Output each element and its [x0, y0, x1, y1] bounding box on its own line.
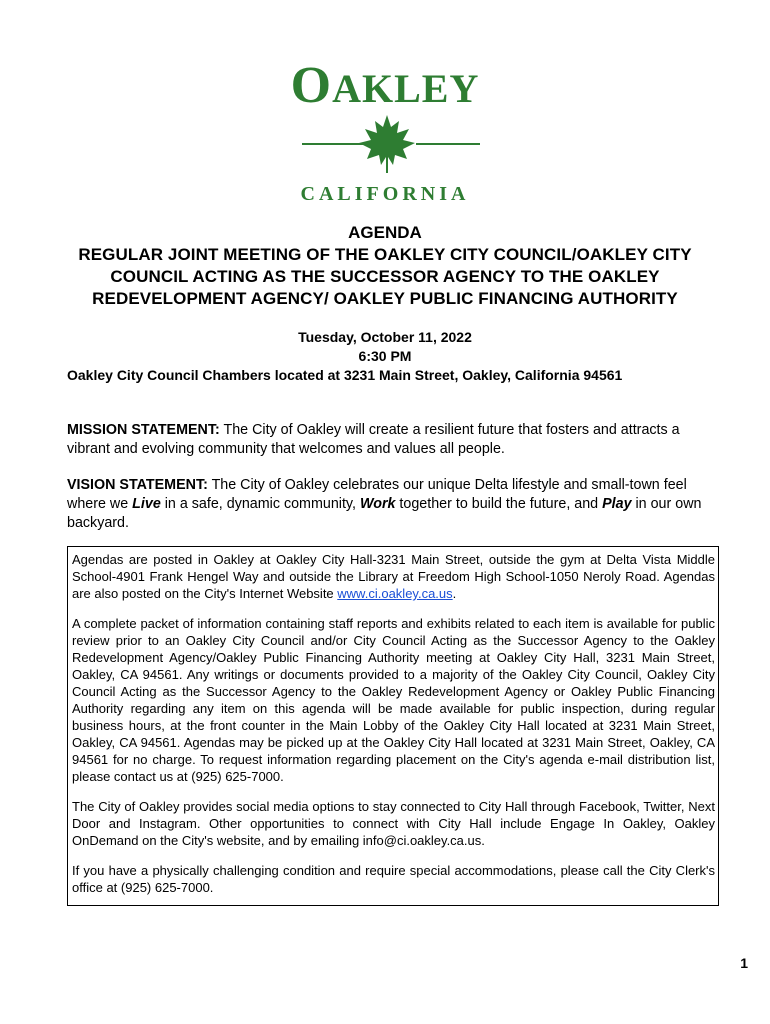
vision-text-3: together to build the future, and	[395, 496, 603, 512]
meeting-datetime	[40, 328, 730, 366]
notice-box	[67, 546, 719, 906]
logo-title	[0, 58, 770, 117]
page-number: 1	[740, 955, 748, 971]
agenda-label: AGENDA	[348, 223, 422, 242]
meeting-location: Oakley City Council Chambers located at 3231 Main Street, Oakley, California 94561	[67, 367, 623, 383]
logo-title-initial: O	[290, 57, 333, 114]
meeting-title-line-2: COUNCIL ACTING AS THE SUCCESSOR AGENCY TO THE OAKLEY	[110, 267, 660, 286]
notice-accommodations: If you have a physically challenging condition and require special accommodations, please call the City Clerk's office at (925) 625-7000.	[72, 863, 715, 895]
maple-leaf-icon	[357, 113, 417, 175]
notice-packet: A complete packet of information containing staff reports and exhibits related to each item is available for public review prior to an Oakley City Council and/or City Council Acting as the Successor Agency to the Oakley Redevelopment Agency/Oakley Public Financing Authority meeting at Oakley City Hall, 3231 Main Street, Oakley, CA 94561. Any writings or documents provided to a majority of the Oakley City Council, Oakley City Council Acting as the Successor Agency to the Oakley Redevelopment Agency or Oakley Public Financing Authority regarding any item on this agenda will be made available for public inspection, during regular business hours, at the front counter in the Main Lobby of the Oakley City Hall located at 3231 Main Street, Oakley, CA 94561. Agendas may be picked up at the Oakley City Hall located at 3231 Main Street, Oakley, CA 94561 for no charge. To request information regarding placement on the City's agenda e-mail distribution list, please contact us at (925) 625-7000.	[72, 616, 715, 784]
mission-statement	[67, 421, 723, 459]
vision-play: Play	[602, 496, 632, 512]
mission-label: MISSION STATEMENT:	[67, 422, 220, 438]
meeting-date: Tuesday, October 11, 2022	[298, 329, 472, 345]
meeting-title-line-1: REGULAR JOINT MEETING OF THE OAKLEY CITY COUNCIL/OAKLEY CITY	[78, 245, 692, 264]
logo-line-right	[416, 143, 480, 145]
notice-social-media: The City of Oakley provides social media options to stay connected to City Hall through Facebook, Twitter, Next Door and Instagram. Other opportunities to connect with City Hall include Engage In Oakley, Oakley OnDemand on the City's website, and by emailing info@ci.oakley.ca.us.	[72, 799, 715, 848]
agenda-heading	[40, 222, 730, 310]
website-link[interactable]: www.ci.oakley.ca.us	[337, 586, 453, 601]
notice-posting-text: Agendas are posted in Oakley at Oakley City Hall-3231 Main Street, outside the gym at Delta Vista Middle School-4901 Frank Hengel Way and outside the Library at Freedom High School-1050 Neroly Road. Agendas are also posted on the City's Internet Website	[72, 552, 715, 601]
vision-work: Work	[359, 496, 396, 512]
meeting-time: 6:30 PM	[358, 348, 412, 364]
logo-line-left	[302, 143, 364, 145]
vision-text-1: The City of Oakley celebrates our unique Delta lifestyle and small-town feel where we	[67, 477, 687, 512]
meeting-title-line-3: REDEVELOPMENT AGENCY/ OAKLEY PUBLIC FINANCING AUTHORITY	[92, 289, 678, 308]
notice-posting-end: .	[452, 586, 457, 601]
notice-posting	[72, 551, 715, 602]
vision-statement	[67, 476, 723, 533]
vision-text-2: in a safe, dynamic community,	[160, 496, 360, 512]
logo-subtitle: CALIFORNIA	[300, 183, 470, 205]
vision-live: Live	[132, 496, 161, 512]
logo-title-rest: AKLEY	[332, 66, 480, 111]
mission-text: The City of Oakley will create a resilient future that fosters and attracts a vibrant and evolving community that welcomes and values all people.	[67, 422, 680, 457]
vision-text-4: in our own backyard.	[67, 496, 702, 531]
vision-label: VISION STATEMENT:	[67, 477, 208, 493]
oakley-logo	[0, 58, 770, 206]
logo-divider	[0, 121, 770, 181]
